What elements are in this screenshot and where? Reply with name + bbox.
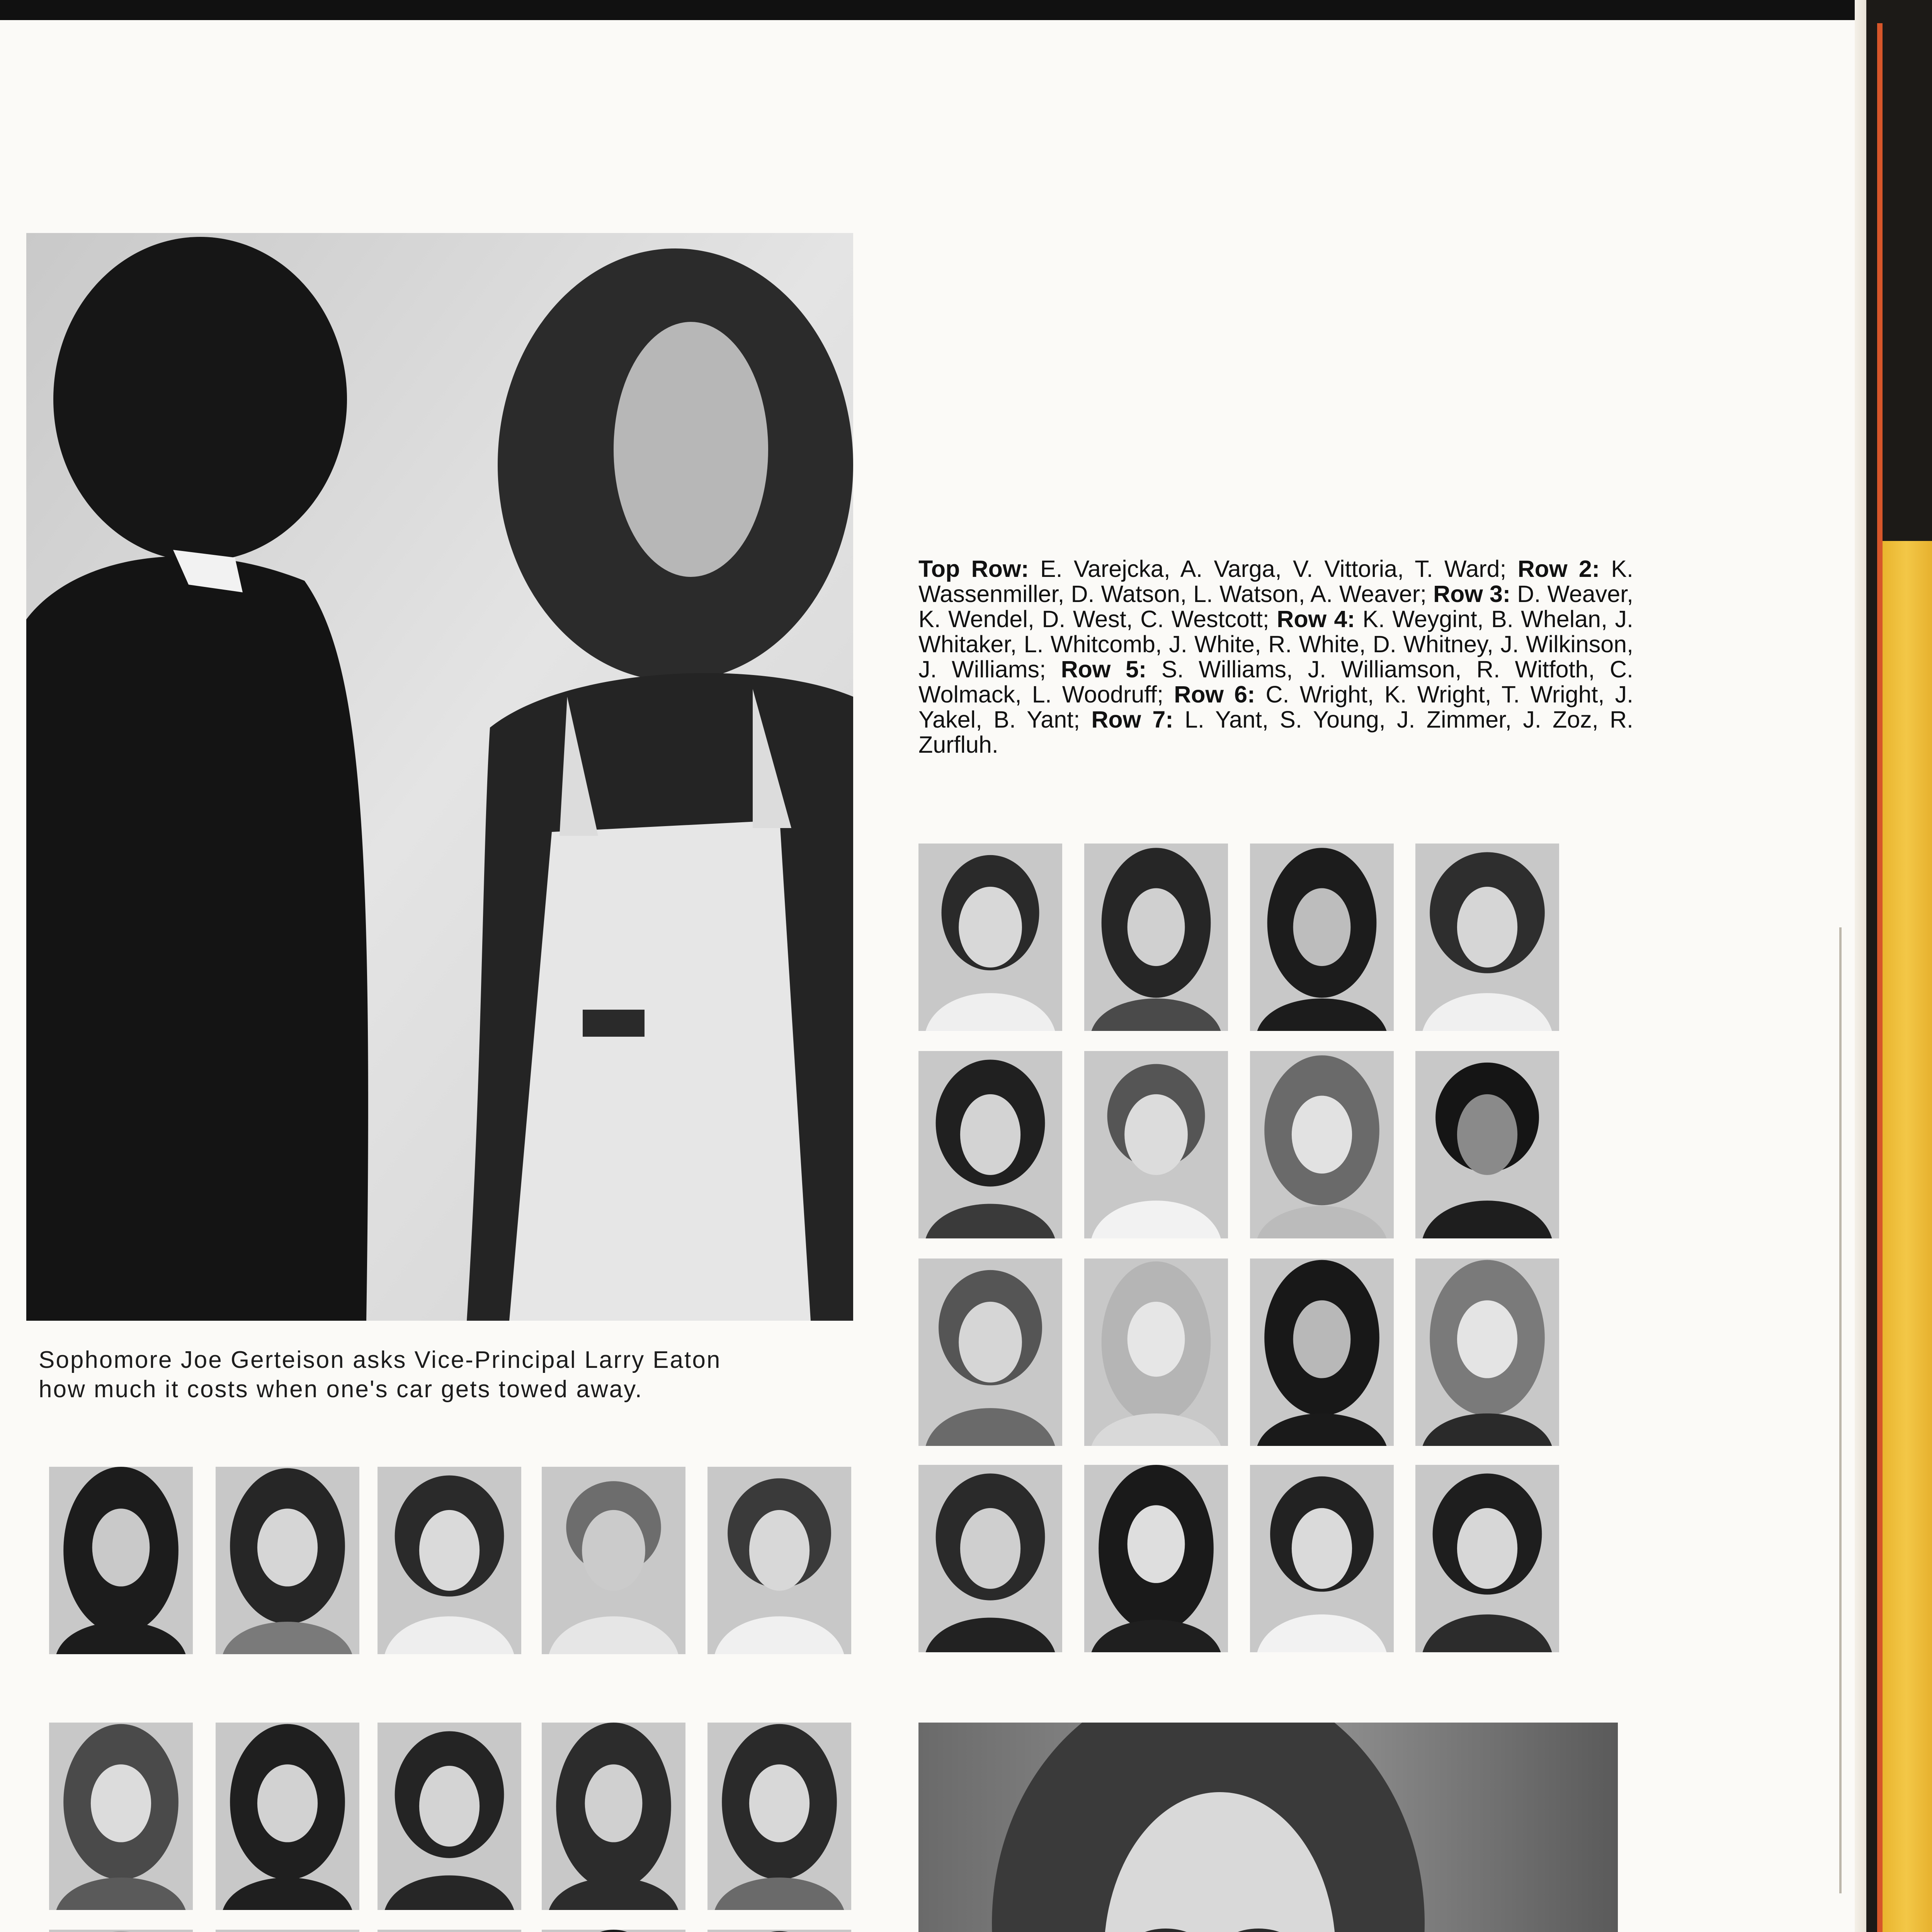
portrait-photo [542,1930,685,1932]
portrait-photo [378,1723,521,1910]
row-names: K. Wassenmiller, D. Watson, L. Watson, A. Weaver; [918,556,1634,607]
row-label: Row 6: [1174,681,1255,707]
row-label: Row 4: [1277,606,1355,632]
portrait-photo [918,1259,1062,1446]
portrait-photo [707,1723,851,1910]
portrait-photo [1415,844,1559,1031]
row-label: Top Row: [918,556,1029,582]
scan-top-edge [0,0,1932,20]
portrait-photo [49,1723,193,1910]
portrait-name-list [918,556,1633,757]
portrait-photo [216,1467,359,1654]
portrait-photo [542,1723,685,1910]
row-label: Row 5: [1061,656,1147,682]
row-names: L. Yant, S. Young, J. Zimmer, J. Zoz, R. Zurfluh. [918,706,1633,758]
photo-student-and-vice-principal [26,233,853,1321]
portrait-photo [707,1930,851,1932]
spine-orange-band [1877,23,1883,1932]
portrait-photo [378,1467,521,1654]
portrait-photo [1250,1051,1394,1238]
portrait-photo [1250,1465,1394,1652]
row-names: K. Weygint, B. Whelan, J. Whitaker, L. Whitcomb, J. White, R. White, D. Whitney, J. Wilkinson, J. Williams; [918,606,1634,682]
portrait-photo [918,1465,1062,1652]
row-names: C. Wright, K. Wright, T. Wright, J. Yakel, B. Yant; [918,681,1634,733]
photo-girl-smiling-in-lounge [918,1723,1618,1932]
portrait-photo [1084,844,1228,1031]
portrait-photo [1084,1465,1228,1652]
portrait-photo [1415,1051,1559,1238]
portrait-photo [1084,1051,1228,1238]
portrait-photo [918,844,1062,1031]
portrait-photo [707,1467,851,1654]
portrait-photo [49,1930,193,1932]
portrait-photo [49,1467,193,1654]
portrait-photo [1415,1259,1559,1446]
caption-left-line-1: Sophomore Joe Gerteison asks Vice-Principal Larry Eaton [39,1347,721,1373]
caption-left-line-2: how much it costs when one's car gets towed away. [39,1376,643,1403]
spine-yellow-band [1883,541,1932,1932]
portrait-photo [1415,1465,1559,1652]
portrait-photo [918,1051,1062,1238]
portrait-photo [1250,844,1394,1031]
row-label: Row 3: [1433,581,1511,607]
portrait-photo [216,1930,359,1932]
caption-left [39,1345,721,1404]
row-label: Row 7: [1091,706,1173,733]
row-names: S. Williams, J. Williamson, R. Witfoth, C. Wolmack, L. Woodruff; [918,656,1633,707]
portrait-photo [216,1723,359,1910]
gutter-rule [1839,927,1842,1893]
portrait-photo [378,1930,521,1932]
row-names: D. Weaver, K. Wendel, D. West, C. Westcott; [918,581,1634,632]
row-label: Row 2: [1517,556,1600,582]
portrait-photo [542,1467,685,1654]
portrait-photo [1084,1259,1228,1446]
row-names: E. Varejcka, A. Varga, V. Vittoria, T. Ward; [1040,556,1507,582]
portrait-photo [1250,1259,1394,1446]
